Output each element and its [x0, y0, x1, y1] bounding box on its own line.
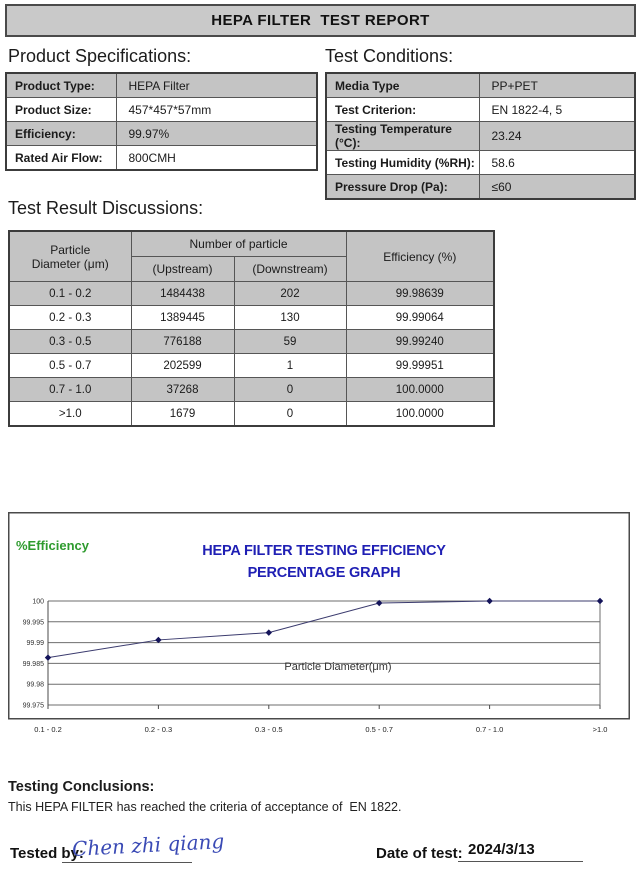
table-cell: 0.5 - 0.7: [9, 354, 131, 378]
table-cell: 99.99064: [346, 306, 494, 330]
table-cell: 37268: [131, 378, 234, 402]
table-cell: 1389445: [131, 306, 234, 330]
efficiency-chart: [8, 512, 630, 748]
chart-title-line1: HEPA FILTER TESTING EFFICIENCY: [202, 543, 446, 559]
table-row: [9, 402, 494, 427]
col-upstream: (Upstream): [131, 257, 234, 282]
signature-line: [62, 862, 192, 863]
row-label: Test Criterion:: [326, 98, 479, 122]
row-label: Efficiency:: [6, 122, 116, 146]
table-row: [326, 122, 635, 151]
table-row: [326, 73, 635, 98]
test-results-table: [8, 230, 495, 427]
table-row: [6, 98, 317, 122]
x-tick-label: 0.7 - 1.0: [475, 725, 504, 734]
row-value: 800CMH: [116, 146, 317, 171]
table-cell: 0.2 - 0.3: [9, 306, 131, 330]
date-of-test-value: 2024/3/13: [468, 841, 535, 858]
table-row: [9, 378, 494, 402]
x-tick-label: 0.2 - 0.3: [144, 725, 173, 734]
results-header-row: [9, 231, 494, 257]
test-conditions-heading: Test Conditions:: [325, 46, 454, 66]
y-tick-label: 99.985: [22, 660, 44, 668]
data-point-marker: [45, 654, 51, 660]
row-label: Rated Air Flow:: [6, 146, 116, 171]
table-row: [9, 306, 494, 330]
data-point-marker: [266, 629, 272, 635]
chart-x-axis-label: Particle Diameter(μm): [284, 661, 392, 673]
table-row: [6, 73, 317, 98]
table-cell: 202599: [131, 354, 234, 378]
tested-by-label: Tested by:: [10, 845, 84, 862]
row-value: 457*457*57mm: [116, 98, 317, 122]
conclusion-text: This HEPA FILTER has reached the criteria of acceptance of EN 1822.: [8, 800, 402, 814]
table-cell: 0.3 - 0.5: [9, 330, 131, 354]
data-point-marker: [597, 598, 603, 604]
table-cell: 99.98639: [346, 282, 494, 306]
col-downstream: (Downstream): [234, 257, 346, 282]
table-cell: 130: [234, 306, 346, 330]
table-cell: 100.0000: [346, 402, 494, 427]
table-cell: 0.1 - 0.2: [9, 282, 131, 306]
row-value: 23.24: [479, 122, 635, 151]
row-label: Testing Temperature (°C):: [326, 122, 479, 151]
table-row: [6, 122, 317, 146]
data-point-marker: [486, 598, 492, 604]
y-tick-label: 99.975: [22, 702, 44, 710]
row-label: Pressure Drop (Pa):: [326, 175, 479, 200]
table-cell: 0: [234, 402, 346, 427]
col-particle-line2: Diameter (μm): [31, 256, 109, 271]
test-result-discussions-heading: Test Result Discussions:: [8, 198, 204, 218]
table-cell: 0: [234, 378, 346, 402]
y-tick-label: 99.98: [26, 681, 44, 689]
row-label: Media Type: [326, 73, 479, 98]
test-conditions-table: [325, 72, 636, 200]
col-particle-line1: Particle: [50, 242, 91, 257]
table-cell: 776188: [131, 330, 234, 354]
report-title-bar: [5, 4, 636, 37]
date-line: [458, 861, 583, 862]
data-line: [48, 601, 600, 658]
x-tick-label: 0.5 - 0.7: [365, 725, 393, 734]
table-row: [6, 146, 317, 171]
table-row: [326, 151, 635, 175]
table-cell: 1679: [131, 402, 234, 427]
row-value: PP+PET: [479, 73, 635, 98]
table-cell: 59: [234, 330, 346, 354]
x-tick-label: 0.3 - 0.5: [255, 725, 283, 734]
row-value: ≤60: [479, 175, 635, 200]
y-tick-label: 99.99: [26, 640, 44, 648]
row-label: Product Type:: [6, 73, 116, 98]
table-row: [326, 98, 635, 122]
table-cell: 1: [234, 354, 346, 378]
row-value: 99.97%: [116, 122, 317, 146]
col-efficiency: Efficiency (%): [346, 231, 494, 282]
table-cell: >1.0: [9, 402, 131, 427]
report-title: HEPA FILTER TEST REPORT: [211, 12, 430, 29]
row-label: Product Size:: [6, 98, 116, 122]
table-row: [9, 330, 494, 354]
y-tick-label: 100: [32, 598, 44, 606]
table-cell: 99.99240: [346, 330, 494, 354]
table-row: [9, 282, 494, 306]
table-row: [326, 175, 635, 200]
row-value: HEPA Filter: [116, 73, 317, 98]
row-label: Testing Humidity (%RH):: [326, 151, 479, 175]
table-cell: 1484438: [131, 282, 234, 306]
x-tick-label: >1.0: [592, 725, 608, 734]
table-row: [9, 354, 494, 378]
row-value: 58.6: [479, 151, 635, 175]
product-specifications-heading: Product Specifications:: [8, 46, 192, 66]
chart-title-line2: PERCENTAGE GRAPH: [247, 565, 401, 581]
row-value: EN 1822-4, 5: [479, 98, 635, 122]
table-cell: 202: [234, 282, 346, 306]
table-cell: 99.99951: [346, 354, 494, 378]
chart-y-axis-label: %Efficiency: [16, 538, 89, 553]
date-of-test-label: Date of test:: [376, 845, 463, 862]
x-tick-label: 0.1 - 0.2: [34, 725, 62, 734]
product-specifications-table: [5, 72, 318, 171]
col-particle-diameter: [9, 231, 131, 282]
tester-signature: Chen zhi qiang: [71, 829, 225, 861]
col-number-of-particle: Number of particle: [131, 231, 346, 257]
testing-conclusions-heading: Testing Conclusions:: [8, 779, 155, 795]
table-cell: 0.7 - 1.0: [9, 378, 131, 402]
table-cell: 100.0000: [346, 378, 494, 402]
y-tick-label: 99.995: [22, 619, 44, 627]
